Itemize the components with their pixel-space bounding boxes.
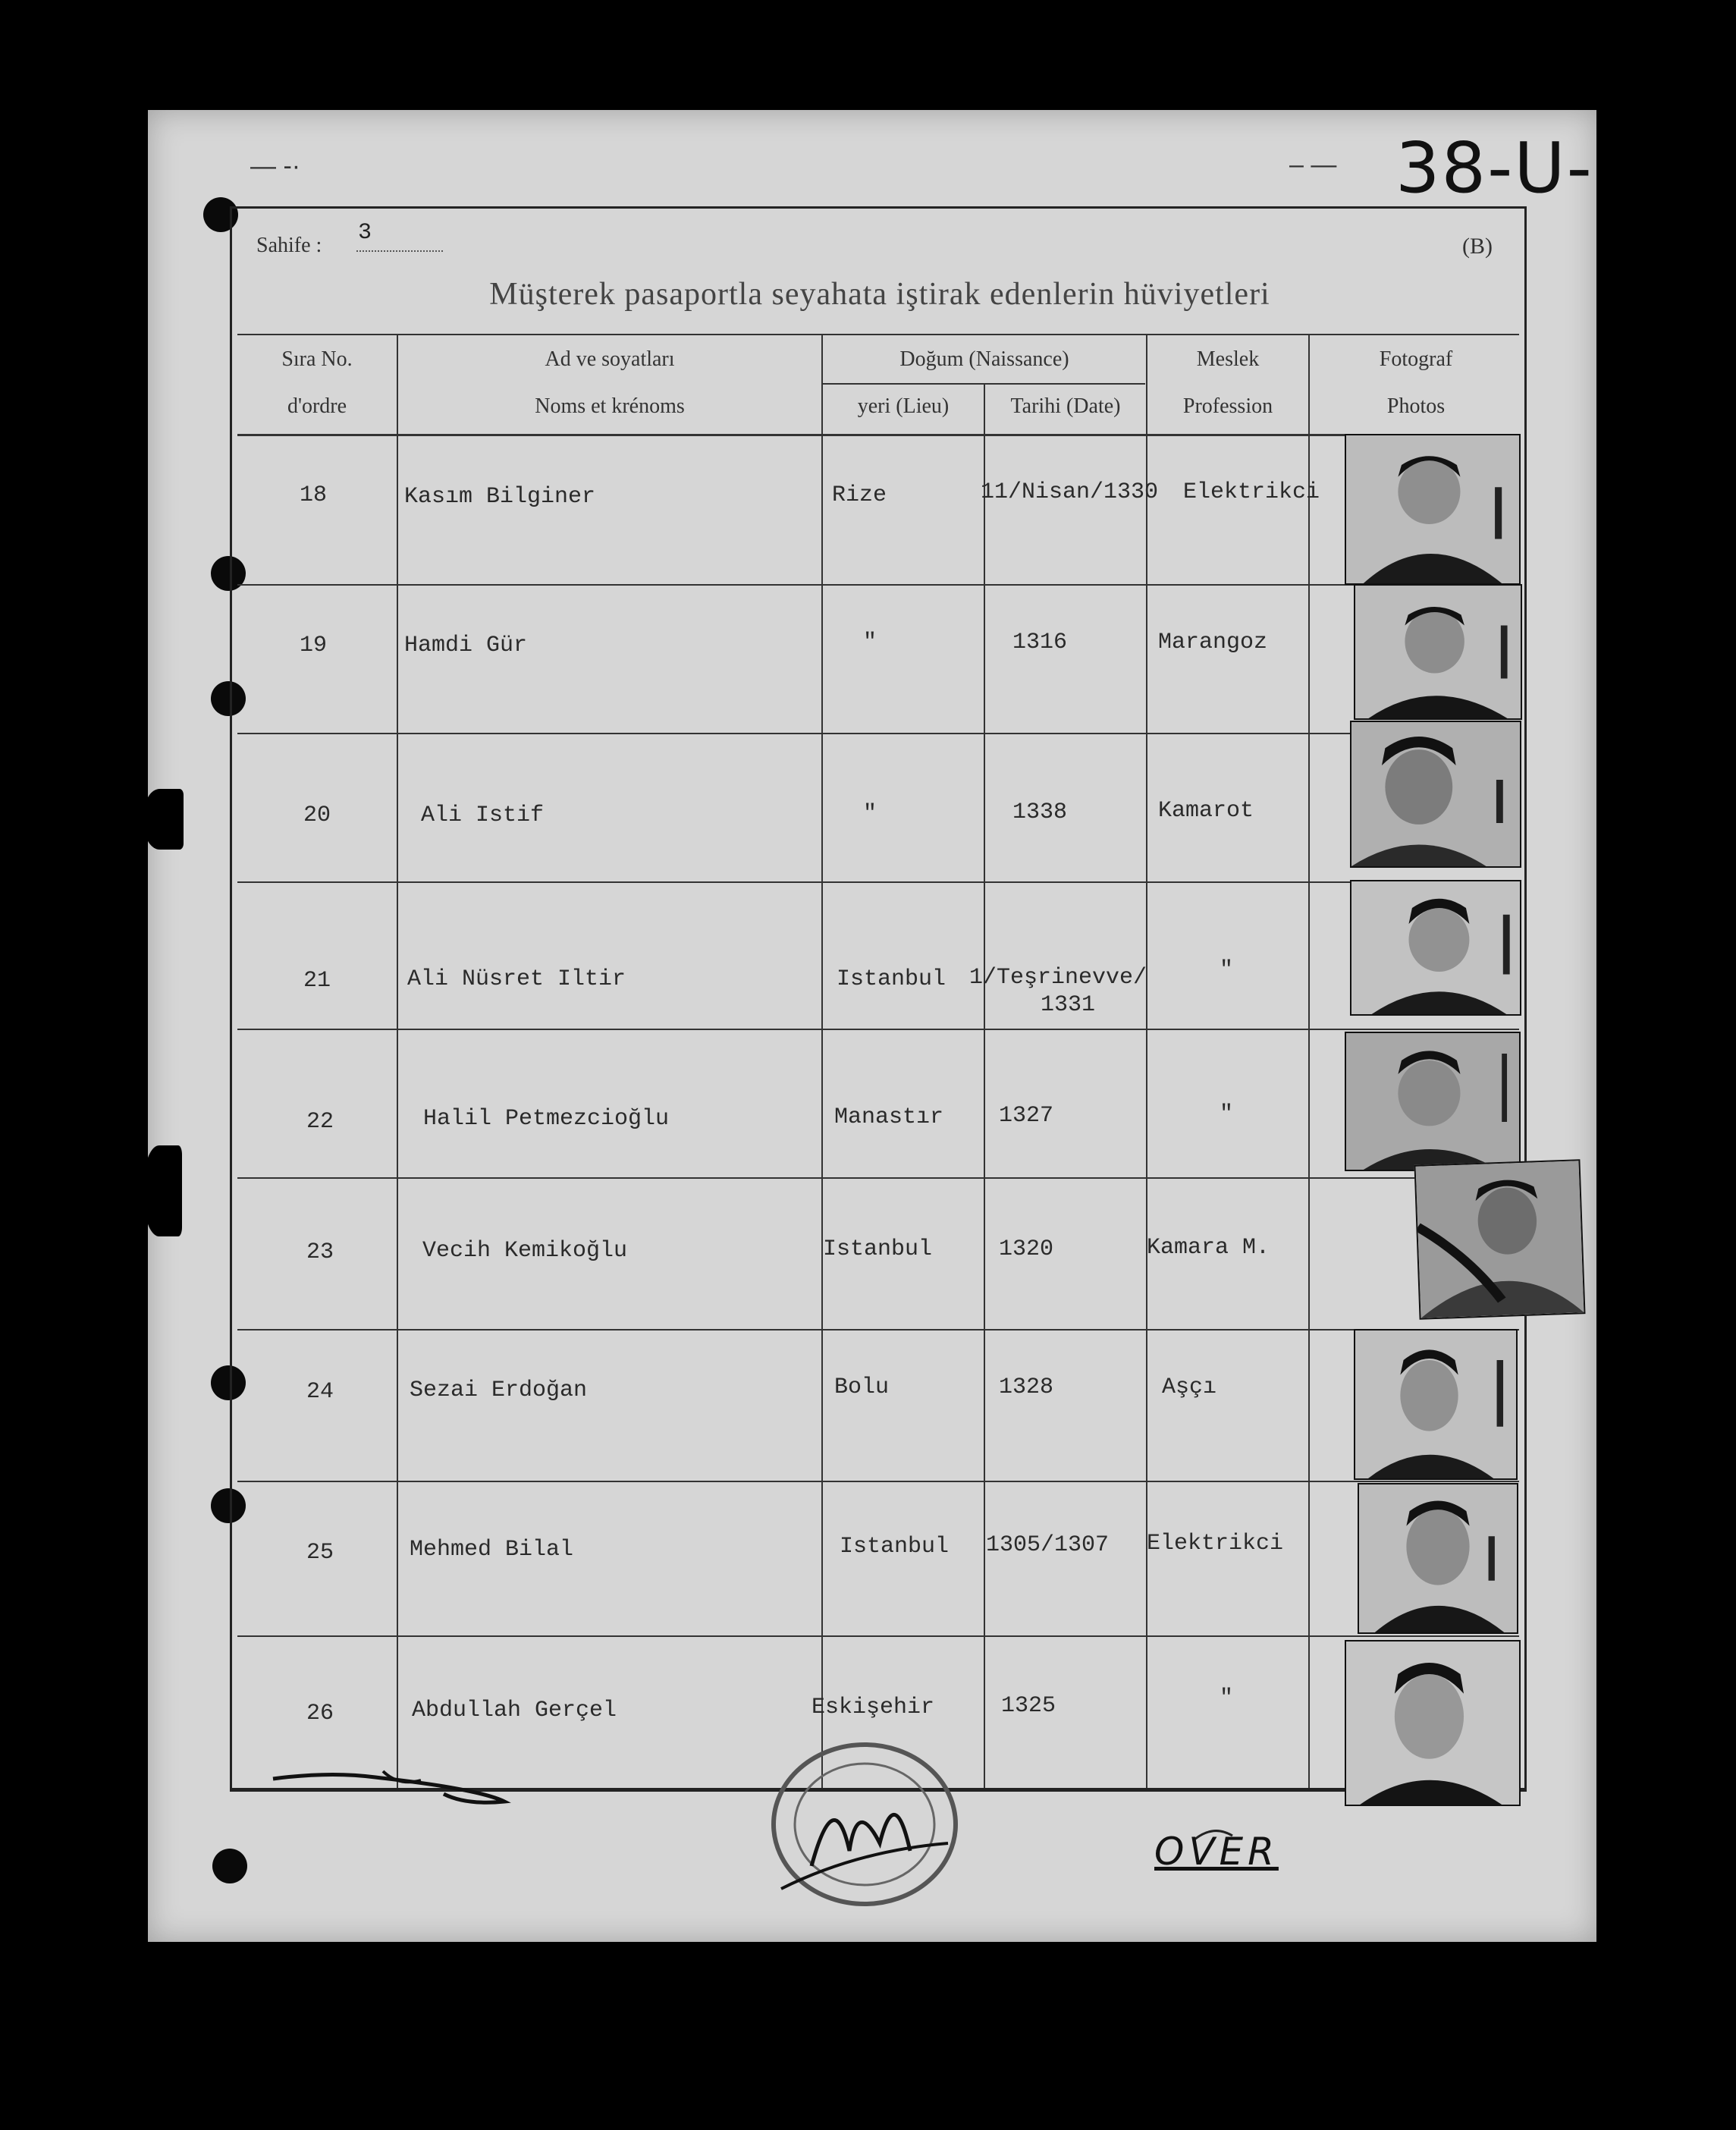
punch-hole: [212, 1849, 247, 1883]
row-birthdate: 1327: [999, 1103, 1054, 1129]
row-name: Ali Nüsret Iltir: [407, 966, 626, 992]
torn-edge: [144, 1145, 182, 1236]
row-profession: Elektrikci: [1183, 479, 1320, 505]
passport-photo: [1350, 721, 1521, 868]
row-name: Sezai Erdoğan: [410, 1378, 588, 1403]
row-birthdate: 1338: [1012, 800, 1068, 825]
row-name: Mehmed Bilal: [410, 1537, 574, 1563]
form-title: Müşterek pasaportla seyahata iştirak edenlerin hüviyetleri: [489, 277, 1270, 312]
page-label: Sahife :: [256, 234, 322, 257]
row-profession: Marangoz: [1158, 630, 1268, 655]
row-birthplace: Istanbul: [840, 1534, 950, 1560]
row-profession: ": [1220, 957, 1234, 983]
row-number: 22: [306, 1109, 334, 1135]
header-photo: Fotograf: [1379, 347, 1453, 371]
row-divider: [237, 1481, 1519, 1482]
row-profession: Elektrikci: [1147, 1531, 1284, 1557]
margin-dash: — -·: [250, 152, 301, 181]
row-birthplace: Eskişehir: [811, 1695, 935, 1720]
row-birthplace: Rize: [832, 482, 887, 508]
header-place: yeri (Lieu): [857, 394, 950, 418]
row-profession: Aşçı: [1162, 1374, 1217, 1400]
row-birthplace: ": [863, 801, 877, 827]
passport-photo: [1345, 434, 1521, 585]
row-birthdate: 1328: [999, 1374, 1054, 1400]
row-birthdate: 1316: [1012, 630, 1068, 655]
header-name: Ad ve soyatları: [545, 347, 675, 371]
row-number: 21: [303, 968, 331, 994]
margin-dash: – —: [1289, 150, 1337, 179]
row-divider: [237, 881, 1519, 883]
row-birthplace: ": [863, 630, 877, 655]
archive-reference: 38-U-: [1395, 127, 1593, 209]
column-divider: [397, 335, 398, 1788]
rule: [237, 434, 1519, 436]
row-profession: Kamara M.: [1147, 1235, 1270, 1261]
signature: [269, 1764, 512, 1824]
row-birthdate: 1305/1307: [986, 1532, 1110, 1558]
row-number: 18: [300, 482, 328, 508]
row-number: 25: [306, 1540, 334, 1566]
official-seal: [766, 1737, 963, 1912]
rule: [237, 334, 1519, 335]
row-birthdate: 1325: [1001, 1693, 1056, 1719]
row-name: Hamdi Gür: [404, 633, 528, 658]
row-profession: ": [1220, 1101, 1234, 1127]
header-name-fr: Noms et krénoms: [535, 394, 685, 418]
row-divider: [237, 1329, 1519, 1330]
header-date: Tarihi (Date): [1010, 394, 1121, 418]
column-divider: [1146, 335, 1147, 1788]
page-number: 3: [356, 220, 443, 252]
row-name: Halil Petmezcioğlu: [423, 1106, 670, 1132]
row-profession: Kamarot: [1158, 798, 1254, 824]
header-sira: Sıra No.: [281, 347, 353, 371]
header-photo-fr: Photos: [1386, 394, 1446, 418]
column-divider: [1308, 335, 1310, 1788]
passport-photo: [1414, 1159, 1586, 1320]
torn-edge: [144, 789, 184, 850]
passport-photo: [1345, 1640, 1521, 1806]
row-name: Ali Istif: [421, 803, 545, 828]
row-name: Kasım Bilginer: [404, 484, 596, 510]
header-birth: Doğum (Naissance): [899, 347, 1069, 371]
form-code: (B): [1462, 234, 1493, 259]
passport-photo: [1345, 1032, 1521, 1171]
row-birthplace: Manastır: [834, 1104, 944, 1130]
passport-photo: [1354, 1329, 1518, 1480]
row-birthdate: 1320: [999, 1236, 1054, 1262]
row-birthplace: Bolu: [834, 1374, 890, 1400]
row-birthplace: Istanbul: [837, 966, 946, 992]
row-name: Vecih Kemikoğlu: [422, 1238, 628, 1264]
row-profession: ": [1220, 1685, 1234, 1711]
column-divider: [984, 383, 985, 1788]
row-number: 20: [303, 803, 331, 828]
passport-photo: [1358, 1483, 1518, 1634]
column-divider: [821, 335, 823, 1788]
header-sira-fr: d'ordre: [287, 394, 347, 418]
row-divider: [237, 1635, 1519, 1637]
row-number: 23: [306, 1239, 334, 1265]
row-divider: [237, 1177, 1519, 1179]
row-birthplace: Istanbul: [823, 1236, 933, 1262]
row-number: 26: [306, 1701, 334, 1726]
row-birthdate: 11/Nisan/1330: [981, 479, 1159, 505]
over-annotation: OVER: [1154, 1830, 1279, 1874]
header-profession: Meslek: [1196, 347, 1260, 371]
header-profession-fr: Profession: [1182, 394, 1273, 418]
row-number: 24: [306, 1379, 334, 1405]
passport-photo: [1354, 584, 1522, 720]
row-divider: [237, 584, 1519, 586]
row-name: Abdullah Gerçel: [412, 1698, 617, 1723]
row-number: 19: [300, 633, 328, 658]
row-divider: [237, 733, 1519, 734]
row-birthdate: 1/Teşrinevve/: [969, 965, 1147, 991]
row-birthdate-line2: 1331: [1041, 992, 1096, 1018]
passport-photo: [1350, 880, 1521, 1016]
row-divider: [237, 1029, 1519, 1030]
